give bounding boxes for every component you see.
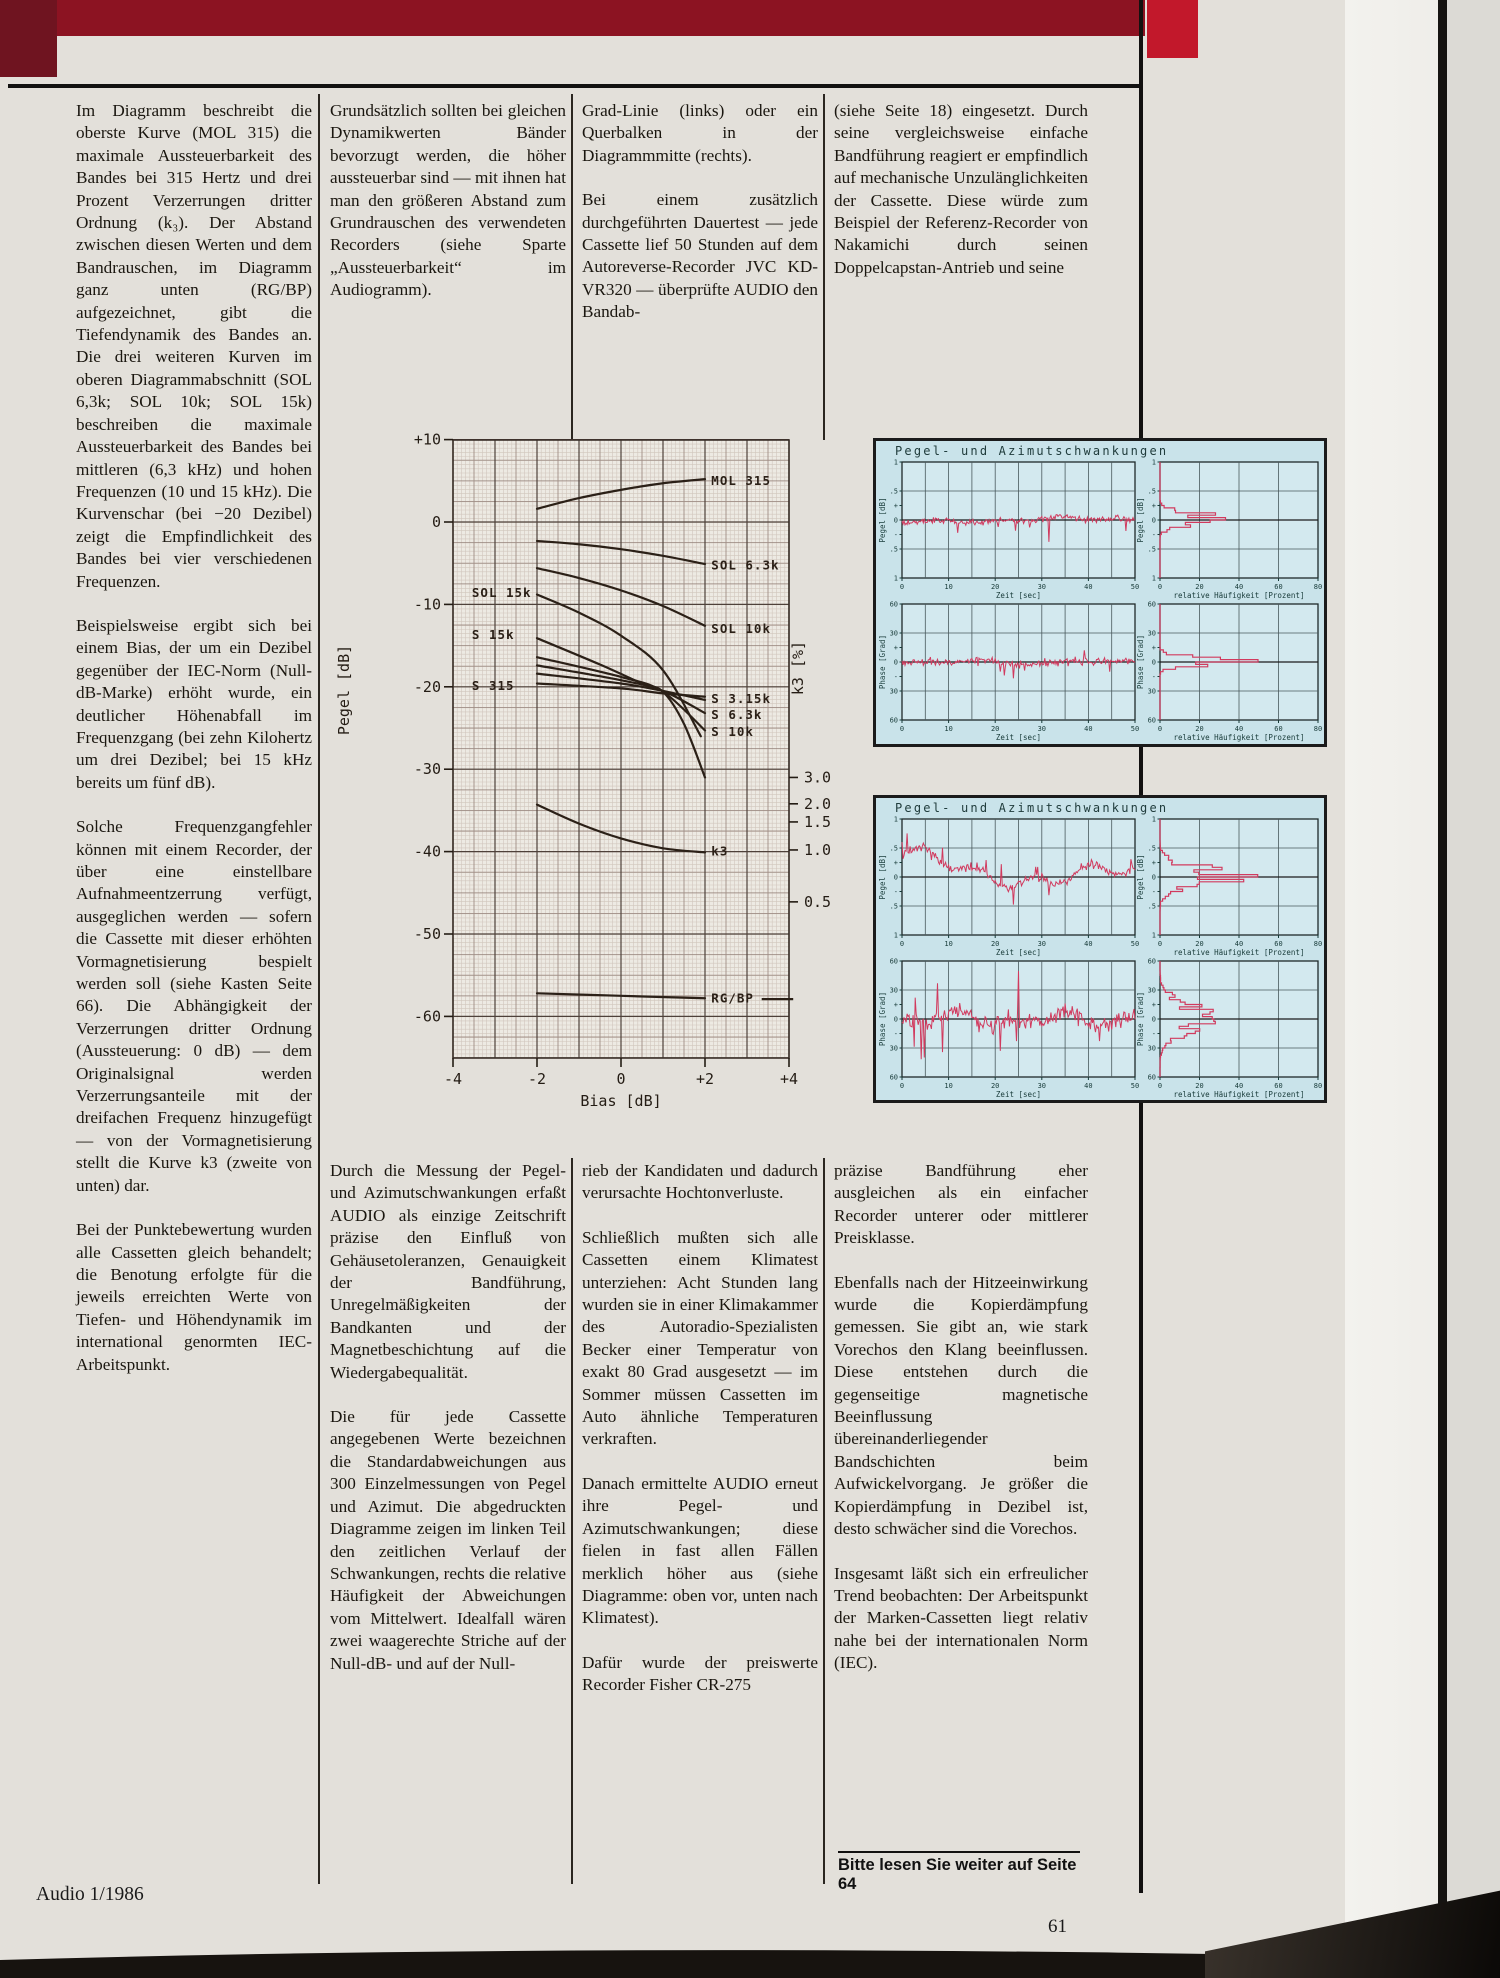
svg-text:60: 60 <box>889 600 898 609</box>
svg-text:SOL 15k: SOL 15k <box>471 584 532 600</box>
svg-text:30: 30 <box>1037 725 1047 733</box>
svg-text:20: 20 <box>990 940 1000 948</box>
svg-text:Bias [dB]: Bias [dB] <box>580 1092 662 1110</box>
svg-text:20: 20 <box>1195 940 1204 948</box>
svg-text:.5: .5 <box>889 844 898 853</box>
svg-text:20: 20 <box>1195 583 1204 591</box>
paragraph: Grad-Linie (links) oder ein Querbalken in der Diagrammmitte (rechts). <box>582 101 818 165</box>
svg-text:-: - <box>1151 888 1156 896</box>
svg-text:Zeit [sec]: Zeit [sec] <box>995 733 1042 742</box>
paragraph: Dafür wurde der preiswerte Recorder Fisher CR-275 <box>582 1652 818 1695</box>
svg-text:+2: +2 <box>695 1070 715 1088</box>
paragraph: Grundsätzlich sollten bei gleichen Dynamikwerten Bänder bevorzugt werden, die höher aussteuerbar sind — mit ihnen hat man den größeren Abstand zum Grundrauschen des verwendeten Recorders (siehe Sparte „Aussteuerbarkeit“ im Audiogramm). <box>330 101 566 300</box>
paragraph: Im Diagramm beschreibt die oberste Kurve (MOL 315) die maximale Aussteuerbarkeit des Bandes bei 315 Hertz und drei Prozent Verzerrungen dritter Ordnung (k₃). Der Abstand zwischen diesen Werten und dem Bandrauschen, im Diagramm ganz unten (RG/BP) aufgezeichnet, gibt die Tiefendynamik des Bandes an. Die drei weiteren Kurven im oberen Diagrammabschnitt (SOL 6,3k; SOL 10k; SOL 15k) beschreiben die maximale Aussteuerbarkeit des Bandes bei mittleren (6,3 kHz) und hohen Frequenzen (10 und 15 kHz). Die Kurvenschar (bei −20 Dezibel) zeigt die Empfindlichkeit des Bandes bei vier verschiedenen Frequenzen. <box>76 101 312 591</box>
svg-text:-: - <box>1151 673 1156 681</box>
svg-text:60: 60 <box>889 716 898 725</box>
svg-text:80: 80 <box>1313 1082 1323 1090</box>
svg-text:30: 30 <box>1037 583 1047 591</box>
svg-text:Phase [Grad]: Phase [Grad] <box>1136 991 1145 1047</box>
footer-rule <box>838 1851 1080 1853</box>
svg-text:+: + <box>893 502 898 510</box>
text-column-3-bottom <box>582 1160 818 1719</box>
svg-text:-4: -4 <box>443 1070 463 1088</box>
svg-text:30: 30 <box>889 986 898 995</box>
svg-text:60: 60 <box>1147 957 1156 966</box>
svg-text:60: 60 <box>1274 583 1283 591</box>
svg-text:0: 0 <box>893 1015 898 1024</box>
svg-text:relative Häufigkeit [Prozent]: relative Häufigkeit [Prozent] <box>1173 1090 1305 1099</box>
svg-text:k3: k3 <box>711 843 729 859</box>
svg-text:0: 0 <box>899 583 905 591</box>
svg-text:Pegel [dB]: Pegel [dB] <box>1136 854 1145 900</box>
svg-text:40: 40 <box>1234 725 1244 733</box>
svg-text:20: 20 <box>1195 1082 1204 1090</box>
paragraph: Solche Frequenzgangfehler können mit einem Recorder, der über eine einstellbare Aufnahmeentzerrung verfügt, ausgeglichen werden — sofern die Cassette mit dieser erhöhten Vormagnetisierung bespielt werden soll (siehe Kasten Seite 66). Die Abhängigkeit der Verzerrungen dritter Ordnung (Aussteuerung: 0 dB) — dem Originalsignal werden Verzerrungsanteile mit der dreifachen Frequenz hinzugefügt — von der Vormagnetisierung stellt die Kurve k3 (zweite von unten) dar. <box>76 817 312 1195</box>
svg-text:10: 10 <box>944 940 953 948</box>
svg-text:2.0: 2.0 <box>804 794 832 813</box>
svg-text:Pegel [dB]: Pegel [dB] <box>878 854 887 900</box>
svg-text:1: 1 <box>893 574 898 583</box>
paragraph: Beispielsweise ergibt sich bei einem Bias, der um ein Dezibel gegenüber der IEC-Norm (Null-dB-Marke) erhöht wurde, ein deutlicher Höhenabfall im Frequenzgang (bei zehn Kilohertz um drei Dezibel; bei 15 kHz bereits um fünf dB). <box>76 615 312 792</box>
svg-text:80: 80 <box>1313 725 1323 733</box>
svg-text:50: 50 <box>1130 940 1140 948</box>
paragraph: Bei einem zusätzlich durchgeführten Dauertest — jede Cassette lief 50 Stunden auf dem Autoreverse-Recorder JVC KD-VR320 — überprüfte AUDIO den Bandab- <box>582 190 818 322</box>
svg-text:+: + <box>1151 502 1156 510</box>
svg-text:-40: -40 <box>413 842 441 861</box>
svg-text:20: 20 <box>990 1082 1000 1090</box>
svg-text:S 15k: S 15k <box>471 626 515 642</box>
svg-text:+4: +4 <box>779 1070 799 1088</box>
svg-text:.5: .5 <box>889 902 898 911</box>
svg-text:0: 0 <box>1151 873 1156 882</box>
svg-text:60: 60 <box>1274 940 1283 948</box>
svg-text:10: 10 <box>944 1082 953 1090</box>
svg-text:1: 1 <box>893 815 898 824</box>
page-number: 61 <box>1048 1916 1067 1937</box>
svg-text:0: 0 <box>1151 658 1156 667</box>
svg-text:-: - <box>893 531 898 539</box>
svg-text:-: - <box>1151 1030 1156 1038</box>
svg-text:+: + <box>893 1001 898 1009</box>
svg-text:-2: -2 <box>527 1070 547 1088</box>
svg-text:30: 30 <box>889 687 898 696</box>
paragraph: (siehe Seite 18) eingesetzt. Durch seine vergleichsweise einfache Bandführung reagiert er empfindlich auf mechanische Unzulänglichkeiten der Cassette. Diese würde zum Beispiel der Referenz-Recorder von Nakamichi durch seinen Doppelcapstan-Antrieb und seine <box>834 101 1088 277</box>
svg-text:50: 50 <box>1130 583 1140 591</box>
scan-edge-right <box>1447 0 1500 1978</box>
svg-text:+: + <box>1151 859 1156 867</box>
svg-text:S 315: S 315 <box>471 677 515 693</box>
svg-text:0: 0 <box>1151 516 1156 525</box>
paragraph: Durch die Messung der Pegel- und Azimutschwankungen erfaßt AUDIO als einzige Zeitschrift präzise den Einfluß von Gehäusetoleranzen, Genauigkeit der Bandführung, Unregelmäßigkeiten der Bandkanten und der Magnetbeschichtung auf die Wiedergabequalität. <box>330 1161 566 1382</box>
svg-text:Pegel [dB]: Pegel [dB] <box>335 644 353 736</box>
svg-text:MOL 315: MOL 315 <box>711 472 771 488</box>
svg-text:Zeit [sec]: Zeit [sec] <box>995 948 1042 957</box>
svg-text:1: 1 <box>1151 931 1156 940</box>
text-column-2-bottom <box>330 1160 566 1697</box>
svg-text:k3 [%]: k3 [%] <box>789 640 807 696</box>
svg-text:20: 20 <box>990 725 1000 733</box>
svg-text:30: 30 <box>889 629 898 638</box>
svg-text:S 6.3k: S 6.3k <box>711 706 763 722</box>
svg-text:SOL 6.3k: SOL 6.3k <box>711 557 780 573</box>
column-rule-3-bottom <box>823 1158 825 1884</box>
svg-text:+: + <box>893 859 898 867</box>
svg-text:Pegel- und Azimutschwankungen: Pegel- und Azimutschwankungen <box>895 444 1169 458</box>
svg-text:0: 0 <box>893 658 898 667</box>
svg-text:60: 60 <box>1147 716 1156 725</box>
paragraph: Schließlich mußten sich alle Cassetten einem Klimatest unterziehen: Acht Stunden lang wurden sie in einer Klimakammer des Autoradio-Spezialisten Becker einer Temperatur von exakt 80 Grad ausgesetzt — im Sommer müssen Cassetten im Auto ähnliche Temperaturen verkraften. <box>582 1227 818 1449</box>
svg-text:-20: -20 <box>413 677 441 696</box>
paragraph: Ebenfalls nach der Hitzeeinwirkung wurde die Kopierdämpfung gemessen. Sie gibt an, wie stark Vorechos den Klang beeinflussen. Diese entstehen durch die gegenseitige magnetische Beeinflussung übereinanderliegender Bandschichten beim Aufwickelvorgang. Je größer die Kopierdämpfung in Dezibel ist, desto schwächer sind die Vorechos. <box>834 1272 1088 1539</box>
svg-text:10: 10 <box>944 583 953 591</box>
svg-text:50: 50 <box>1130 1082 1140 1090</box>
svg-text:20: 20 <box>990 583 1000 591</box>
svg-text:.5: .5 <box>889 545 898 554</box>
svg-text:0: 0 <box>899 725 905 733</box>
bias-level-chart <box>328 340 844 1130</box>
svg-text:Phase [Grad]: Phase [Grad] <box>878 991 887 1047</box>
svg-text:1: 1 <box>893 931 898 940</box>
svg-text:-: - <box>893 673 898 681</box>
svg-text:60: 60 <box>1147 600 1156 609</box>
text-column-3-top <box>582 100 818 346</box>
svg-text:Pegel [dB]: Pegel [dB] <box>878 497 887 543</box>
svg-text:40: 40 <box>1234 583 1244 591</box>
svg-text:-60: -60 <box>413 1007 441 1026</box>
svg-text:0.5: 0.5 <box>804 892 832 911</box>
svg-text:+: + <box>1151 644 1156 652</box>
top-maroon-strip <box>25 0 1145 36</box>
paragraph: Insgesamt läßt sich ein erfreulicher Trend beobachten: Der Arbeitspunkt der Marken-Cassetten liegt relativ nahe bei der internationalen Norm (IEC). <box>834 1563 1088 1673</box>
svg-text:Pegel- und Azimutschwankungen: Pegel- und Azimutschwankungen <box>895 801 1169 815</box>
svg-text:3.0: 3.0 <box>804 768 832 787</box>
text-column-4-bottom <box>834 1160 1088 1697</box>
top-right-red-block <box>1147 0 1198 58</box>
svg-text:60: 60 <box>1274 1082 1283 1090</box>
svg-text:0: 0 <box>1157 725 1163 733</box>
svg-text:60: 60 <box>889 957 898 966</box>
svg-text:.5: .5 <box>1147 902 1156 911</box>
svg-text:10: 10 <box>944 725 953 733</box>
svg-text:1: 1 <box>1151 574 1156 583</box>
svg-text:0: 0 <box>616 1070 626 1088</box>
svg-text:40: 40 <box>1084 725 1093 733</box>
paragraph: Bei der Punktebewertung wurden alle Cassetten gleich behandelt; die Benotung erfolgte für die jeweils erreichten Werte von Tiefen- und Höhendynamik im international genormten IEC-Arbeitspunkt. <box>76 1220 312 1374</box>
scan-edge-line <box>1438 0 1447 1978</box>
text-column-1 <box>76 100 312 1398</box>
svg-text:-: - <box>893 888 898 896</box>
svg-text:60: 60 <box>1147 1073 1156 1082</box>
text-column-2-top <box>330 100 566 324</box>
paragraph: präzise Bandführung eher ausgleichen als ein einfacher Recorder unterer oder mittlerer Preisklasse. <box>834 1161 1088 1248</box>
svg-text:0: 0 <box>1157 940 1163 948</box>
svg-text:relative Häufigkeit [Prozent]: relative Häufigkeit [Prozent] <box>1173 733 1305 742</box>
svg-text:30: 30 <box>1147 986 1156 995</box>
svg-text:40: 40 <box>1084 583 1093 591</box>
svg-text:1: 1 <box>1151 458 1156 467</box>
svg-text:60: 60 <box>1274 725 1283 733</box>
svg-text:0: 0 <box>899 940 905 948</box>
svg-text:30: 30 <box>1037 940 1047 948</box>
svg-text:relative Häufigkeit [Prozent]: relative Häufigkeit [Prozent] <box>1173 591 1305 600</box>
svg-text:80: 80 <box>1313 583 1323 591</box>
paragraph: Die für jede Cassette angegebenen Werte bezeichnen die Standardabweichungen aus 300 Einzelmessungen von Pegel und Azimut. Die abgedruckten Diagramme zeigen im linken Teil den zeitlichen Verlauf der Schwankungen, rechts die relative Häufigkeit der Abweichungen vom Mittelwert. Idealfall wären zwei waagerechte Striche auf der Null-dB- und auf der Null- <box>330 1407 566 1673</box>
svg-text:0: 0 <box>893 516 898 525</box>
svg-text:80: 80 <box>1313 940 1323 948</box>
svg-text:60: 60 <box>889 1073 898 1082</box>
svg-text:.5: .5 <box>889 487 898 496</box>
svg-text:SOL 10k: SOL 10k <box>711 621 771 637</box>
page-frame-top-rule <box>8 84 1143 88</box>
svg-text:-: - <box>1151 531 1156 539</box>
svg-text:relative Häufigkeit [Prozent]: relative Häufigkeit [Prozent] <box>1173 948 1305 957</box>
svg-text:1.0: 1.0 <box>804 840 832 859</box>
column-rule-2-bottom <box>571 1158 573 1884</box>
svg-text:1: 1 <box>893 458 898 467</box>
svg-text:50: 50 <box>1130 725 1140 733</box>
svg-text:-10: -10 <box>413 595 441 614</box>
svg-text:RG/BP: RG/BP <box>711 990 754 1006</box>
svg-text:Phase [Grad]: Phase [Grad] <box>1136 634 1145 690</box>
magazine-issue: Audio 1/1986 <box>36 1884 144 1905</box>
svg-text:Phase [Grad]: Phase [Grad] <box>878 634 887 690</box>
top-left-maroon-block <box>0 0 57 77</box>
svg-text:+: + <box>893 644 898 652</box>
svg-text:0: 0 <box>1151 1015 1156 1024</box>
text-column-4-top <box>834 100 1088 301</box>
azimuth-panel-after-test <box>873 795 1327 1103</box>
svg-text:-: - <box>893 1030 898 1038</box>
continue-notice: Bitte lesen Sie weiter auf Seite 64 <box>838 1856 1077 1893</box>
svg-text:+10: +10 <box>413 430 441 449</box>
azimuth-panel-before-test <box>873 438 1327 747</box>
svg-text:30: 30 <box>1147 687 1156 696</box>
svg-text:40: 40 <box>1234 1082 1244 1090</box>
svg-text:S 3.15k: S 3.15k <box>711 691 771 707</box>
svg-text:0: 0 <box>431 513 441 531</box>
svg-text:.5: .5 <box>1147 487 1156 496</box>
paragraph: rieb der Kandidaten und dadurch verursachte Hochtonverluste. <box>582 1161 818 1203</box>
svg-text:0: 0 <box>1157 583 1163 591</box>
column-rule-1 <box>318 94 320 1884</box>
svg-text:.5: .5 <box>1147 844 1156 853</box>
svg-text:-30: -30 <box>413 760 441 779</box>
svg-text:0: 0 <box>893 873 898 882</box>
svg-text:30: 30 <box>889 1044 898 1053</box>
svg-text:-50: -50 <box>413 925 441 943</box>
paragraph: Danach ermittelte AUDIO erneut ihre Pegel- und Azimutschwankungen; diese fielen in fast allen Fällen merklich höher aus (siehe Diagramme: oben vor, unten nach Klimatest). <box>582 1473 818 1628</box>
svg-text:40: 40 <box>1234 940 1244 948</box>
svg-text:40: 40 <box>1084 1082 1093 1090</box>
svg-text:30: 30 <box>1037 1082 1047 1090</box>
svg-text:Zeit [sec]: Zeit [sec] <box>995 591 1042 600</box>
svg-text:30: 30 <box>1147 629 1156 638</box>
svg-text:.5: .5 <box>1147 545 1156 554</box>
svg-text:30: 30 <box>1147 1044 1156 1053</box>
svg-text:0: 0 <box>899 1082 905 1090</box>
svg-text:S 10k: S 10k <box>711 724 754 740</box>
svg-text:+: + <box>1151 1001 1156 1009</box>
svg-text:0: 0 <box>1157 1082 1163 1090</box>
svg-text:1.5: 1.5 <box>804 812 832 831</box>
svg-text:40: 40 <box>1084 940 1093 948</box>
svg-text:20: 20 <box>1195 725 1204 733</box>
svg-text:1: 1 <box>1151 815 1156 824</box>
svg-text:Pegel [dB]: Pegel [dB] <box>1136 497 1145 543</box>
svg-text:Zeit [sec]: Zeit [sec] <box>995 1090 1042 1099</box>
